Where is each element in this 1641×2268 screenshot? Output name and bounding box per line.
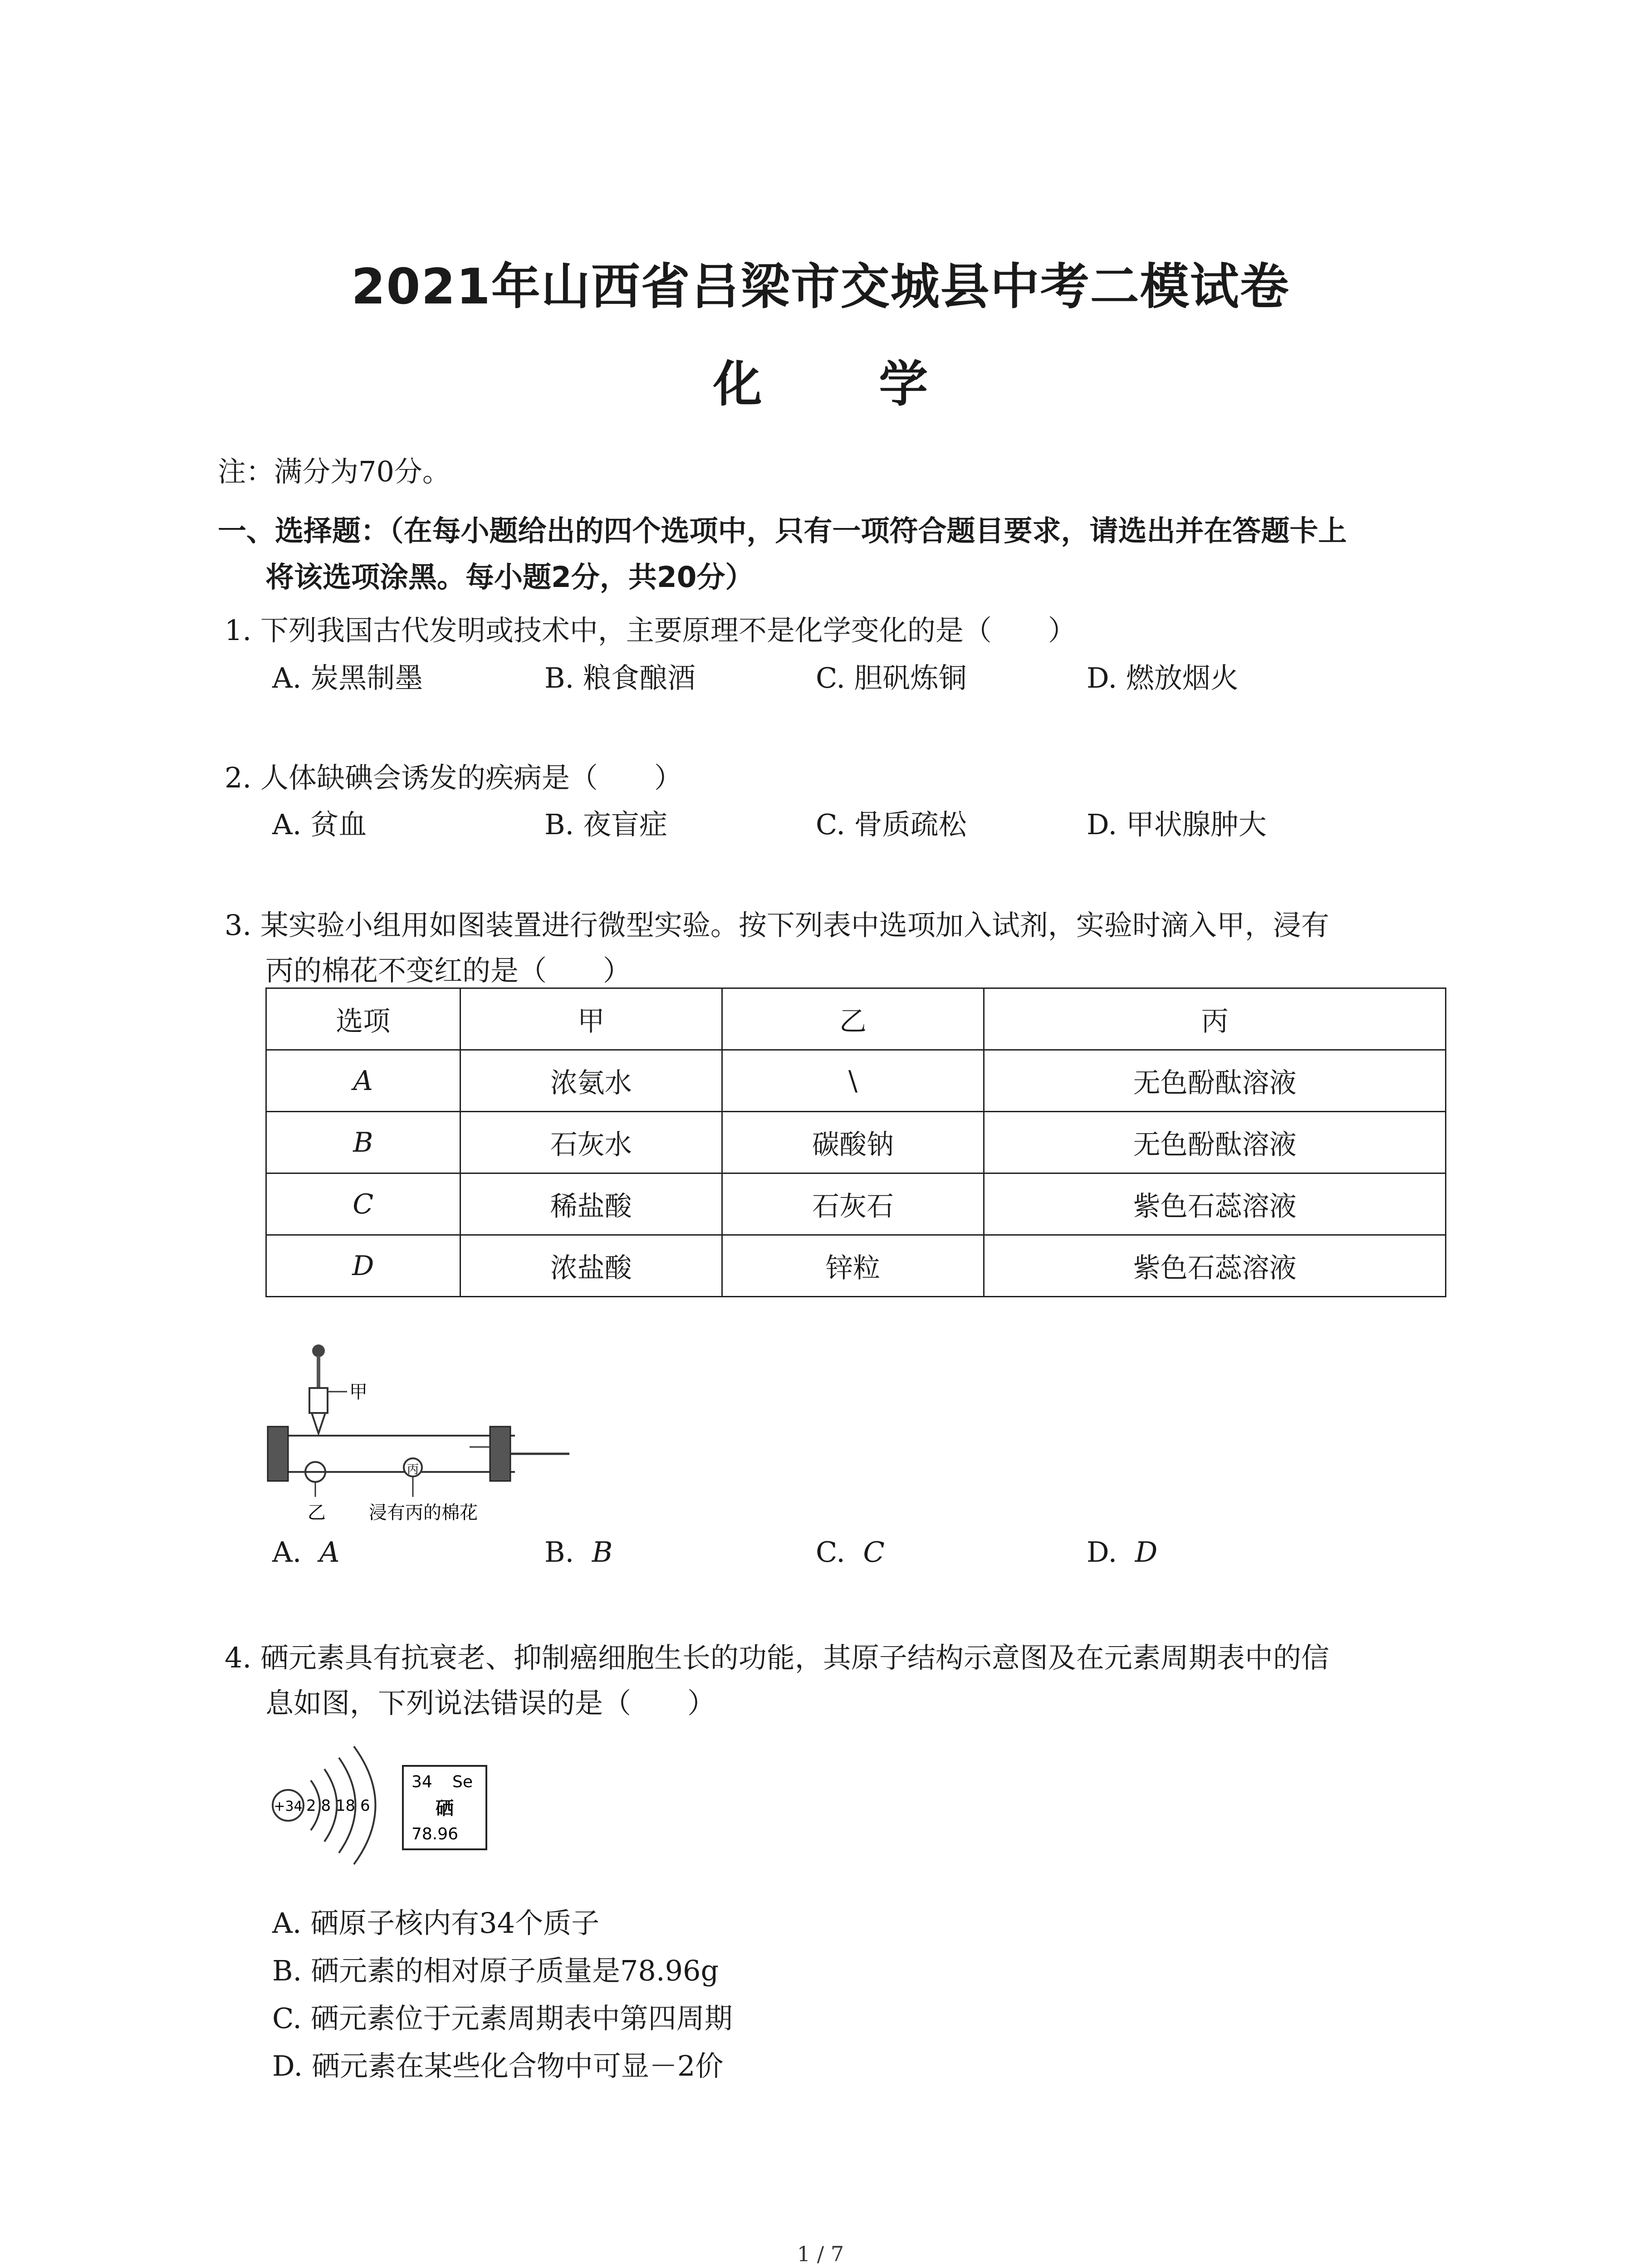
section-heading-line2: 将该选项涂黑。每小题2分，共20分） (265, 561, 754, 594)
q3-option-c-letter: C. (816, 1535, 845, 1569)
q3-option-b (544, 1535, 612, 1569)
dropper-body (309, 1388, 328, 1413)
table-cell: \ (722, 1050, 984, 1112)
atomic-mass: 78.96 (411, 1825, 459, 1843)
exam-title: 2021年山西省吕梁市交城县中考二模试卷 (351, 259, 1290, 315)
reagent-table (265, 987, 1446, 1297)
q4-option-b: B. 硒元素的相对原子质量是78.96g (272, 1954, 719, 1987)
section-heading-line1: 一、选择题：（在每小题给出的四个选项中，只有一项符合题目要求，请选出并在答题卡上 (218, 514, 1347, 547)
q2-option-b: B. 夜盲症 (544, 808, 667, 841)
table-header-cell: 丙 (984, 988, 1446, 1050)
table-cell: 石灰水 (460, 1112, 722, 1173)
table-row (266, 1173, 1446, 1235)
table-cell: 石灰石 (722, 1173, 984, 1235)
q2-option-c: C. 骨质疏松 (816, 808, 967, 841)
table-header-cell: 甲 (460, 988, 722, 1050)
table-cell: 紫色石蕊溶液 (984, 1173, 1446, 1235)
q3-stem-line1: 3. 某实验小组用如图装置进行微型实验。按下列表中选项加入试剂，实验时滴入甲，浸有 (225, 909, 1329, 942)
q3-option-c (816, 1535, 885, 1569)
table-cell: 浓盐酸 (460, 1235, 722, 1297)
table-cell: 浓氨水 (460, 1050, 722, 1112)
q4-option-c: C. 硒元素位于元素周期表中第四周期 (272, 2002, 733, 2035)
table-header-cell: 选项 (266, 988, 460, 1050)
score-note: 注：满分为70分。 (218, 455, 451, 488)
q2-stem: 2. 人体缺碘会诱发的疾病是（ ） (225, 761, 682, 794)
subject-title: 化 学 (713, 356, 978, 413)
dropper-stem (317, 1356, 320, 1388)
element-symbol: Se (452, 1773, 473, 1791)
table-cell: A (266, 1050, 460, 1112)
selenium-atom-diagram (261, 1737, 411, 1873)
q3-option-c-value: C (863, 1535, 885, 1569)
q3-option-b-letter: B. (544, 1535, 574, 1569)
q4-option-a: A. 硒原子核内有34个质子 (272, 1906, 600, 1940)
q3-option-d (1087, 1535, 1157, 1569)
electron-counts: 2 8 18 6 (306, 1797, 370, 1815)
q3-option-a (272, 1535, 340, 1569)
table-cell: 无色酚酞溶液 (984, 1050, 1446, 1112)
q4-option-d: D. 硒元素在某些化合物中可显－2价 (272, 2049, 724, 2082)
atom-nucleus-charge: +34 (274, 1799, 303, 1814)
q2-option-d: D. 甲状腺肿大 (1087, 808, 1267, 841)
q4-stem-line2: 息如图，下列说法错误的是（ ） (265, 1686, 716, 1720)
element-name: 硒 (436, 1798, 454, 1819)
right-stopper (490, 1427, 510, 1481)
q3-option-a-value: A (319, 1535, 340, 1569)
table-cell: 碳酸钠 (722, 1112, 984, 1173)
cotton-mark: 丙 (407, 1463, 419, 1476)
label-yi: 乙 (308, 1502, 326, 1523)
table-row (266, 1235, 1446, 1297)
dropper-bulb (312, 1344, 325, 1357)
atomic-number: 34 (411, 1773, 432, 1791)
table-row (266, 1112, 1446, 1173)
q3-option-d-value: D (1135, 1535, 1158, 1569)
q4-stem-line1: 4. 硒元素具有抗衰老、抑制癌细胞生长的功能，其原子结构示意图及在元素周期表中的信 (225, 1641, 1329, 1674)
table-header-cell: 乙 (722, 988, 984, 1050)
q3-option-b-value: B (592, 1535, 613, 1569)
q1-option-d: D. 燃放烟火 (1087, 661, 1239, 694)
periodic-table-cell (402, 1765, 488, 1851)
q1-option-b: B. 粮食酿酒 (544, 661, 696, 694)
label-jia: 甲 (349, 1382, 367, 1403)
q3-option-a-letter: A. (272, 1535, 302, 1569)
table-cell: B (266, 1112, 460, 1173)
table-cell: 锌粒 (722, 1235, 984, 1297)
table-cell: C (266, 1173, 460, 1235)
dropper-tip (312, 1413, 325, 1433)
apparatus-figure (261, 1338, 588, 1529)
table-cell: 紫色石蕊溶液 (984, 1235, 1446, 1297)
table-row (266, 1050, 1446, 1112)
q2-option-a: A. 贫血 (272, 808, 367, 841)
q1-option-a: A. 炭黑制墨 (272, 661, 423, 694)
label-cotton: 浸有丙的棉花 (369, 1502, 478, 1523)
page-number: 1 / 7 (797, 2242, 844, 2266)
q3-stem-line2: 丙的棉花不变红的是（ ） (265, 954, 632, 987)
table-header-row (266, 988, 1446, 1050)
left-stopper (268, 1427, 288, 1481)
table-cell: D (266, 1235, 460, 1297)
q1-option-c: C. 胆矾炼铜 (816, 661, 967, 694)
q1-stem: 1. 下列我国古代发明或技术中，主要原理不是化学变化的是（ ） (225, 614, 1076, 647)
table-cell: 无色酚酞溶液 (984, 1112, 1446, 1173)
q3-option-d-letter: D. (1087, 1535, 1117, 1569)
table-cell: 稀盐酸 (460, 1173, 722, 1235)
